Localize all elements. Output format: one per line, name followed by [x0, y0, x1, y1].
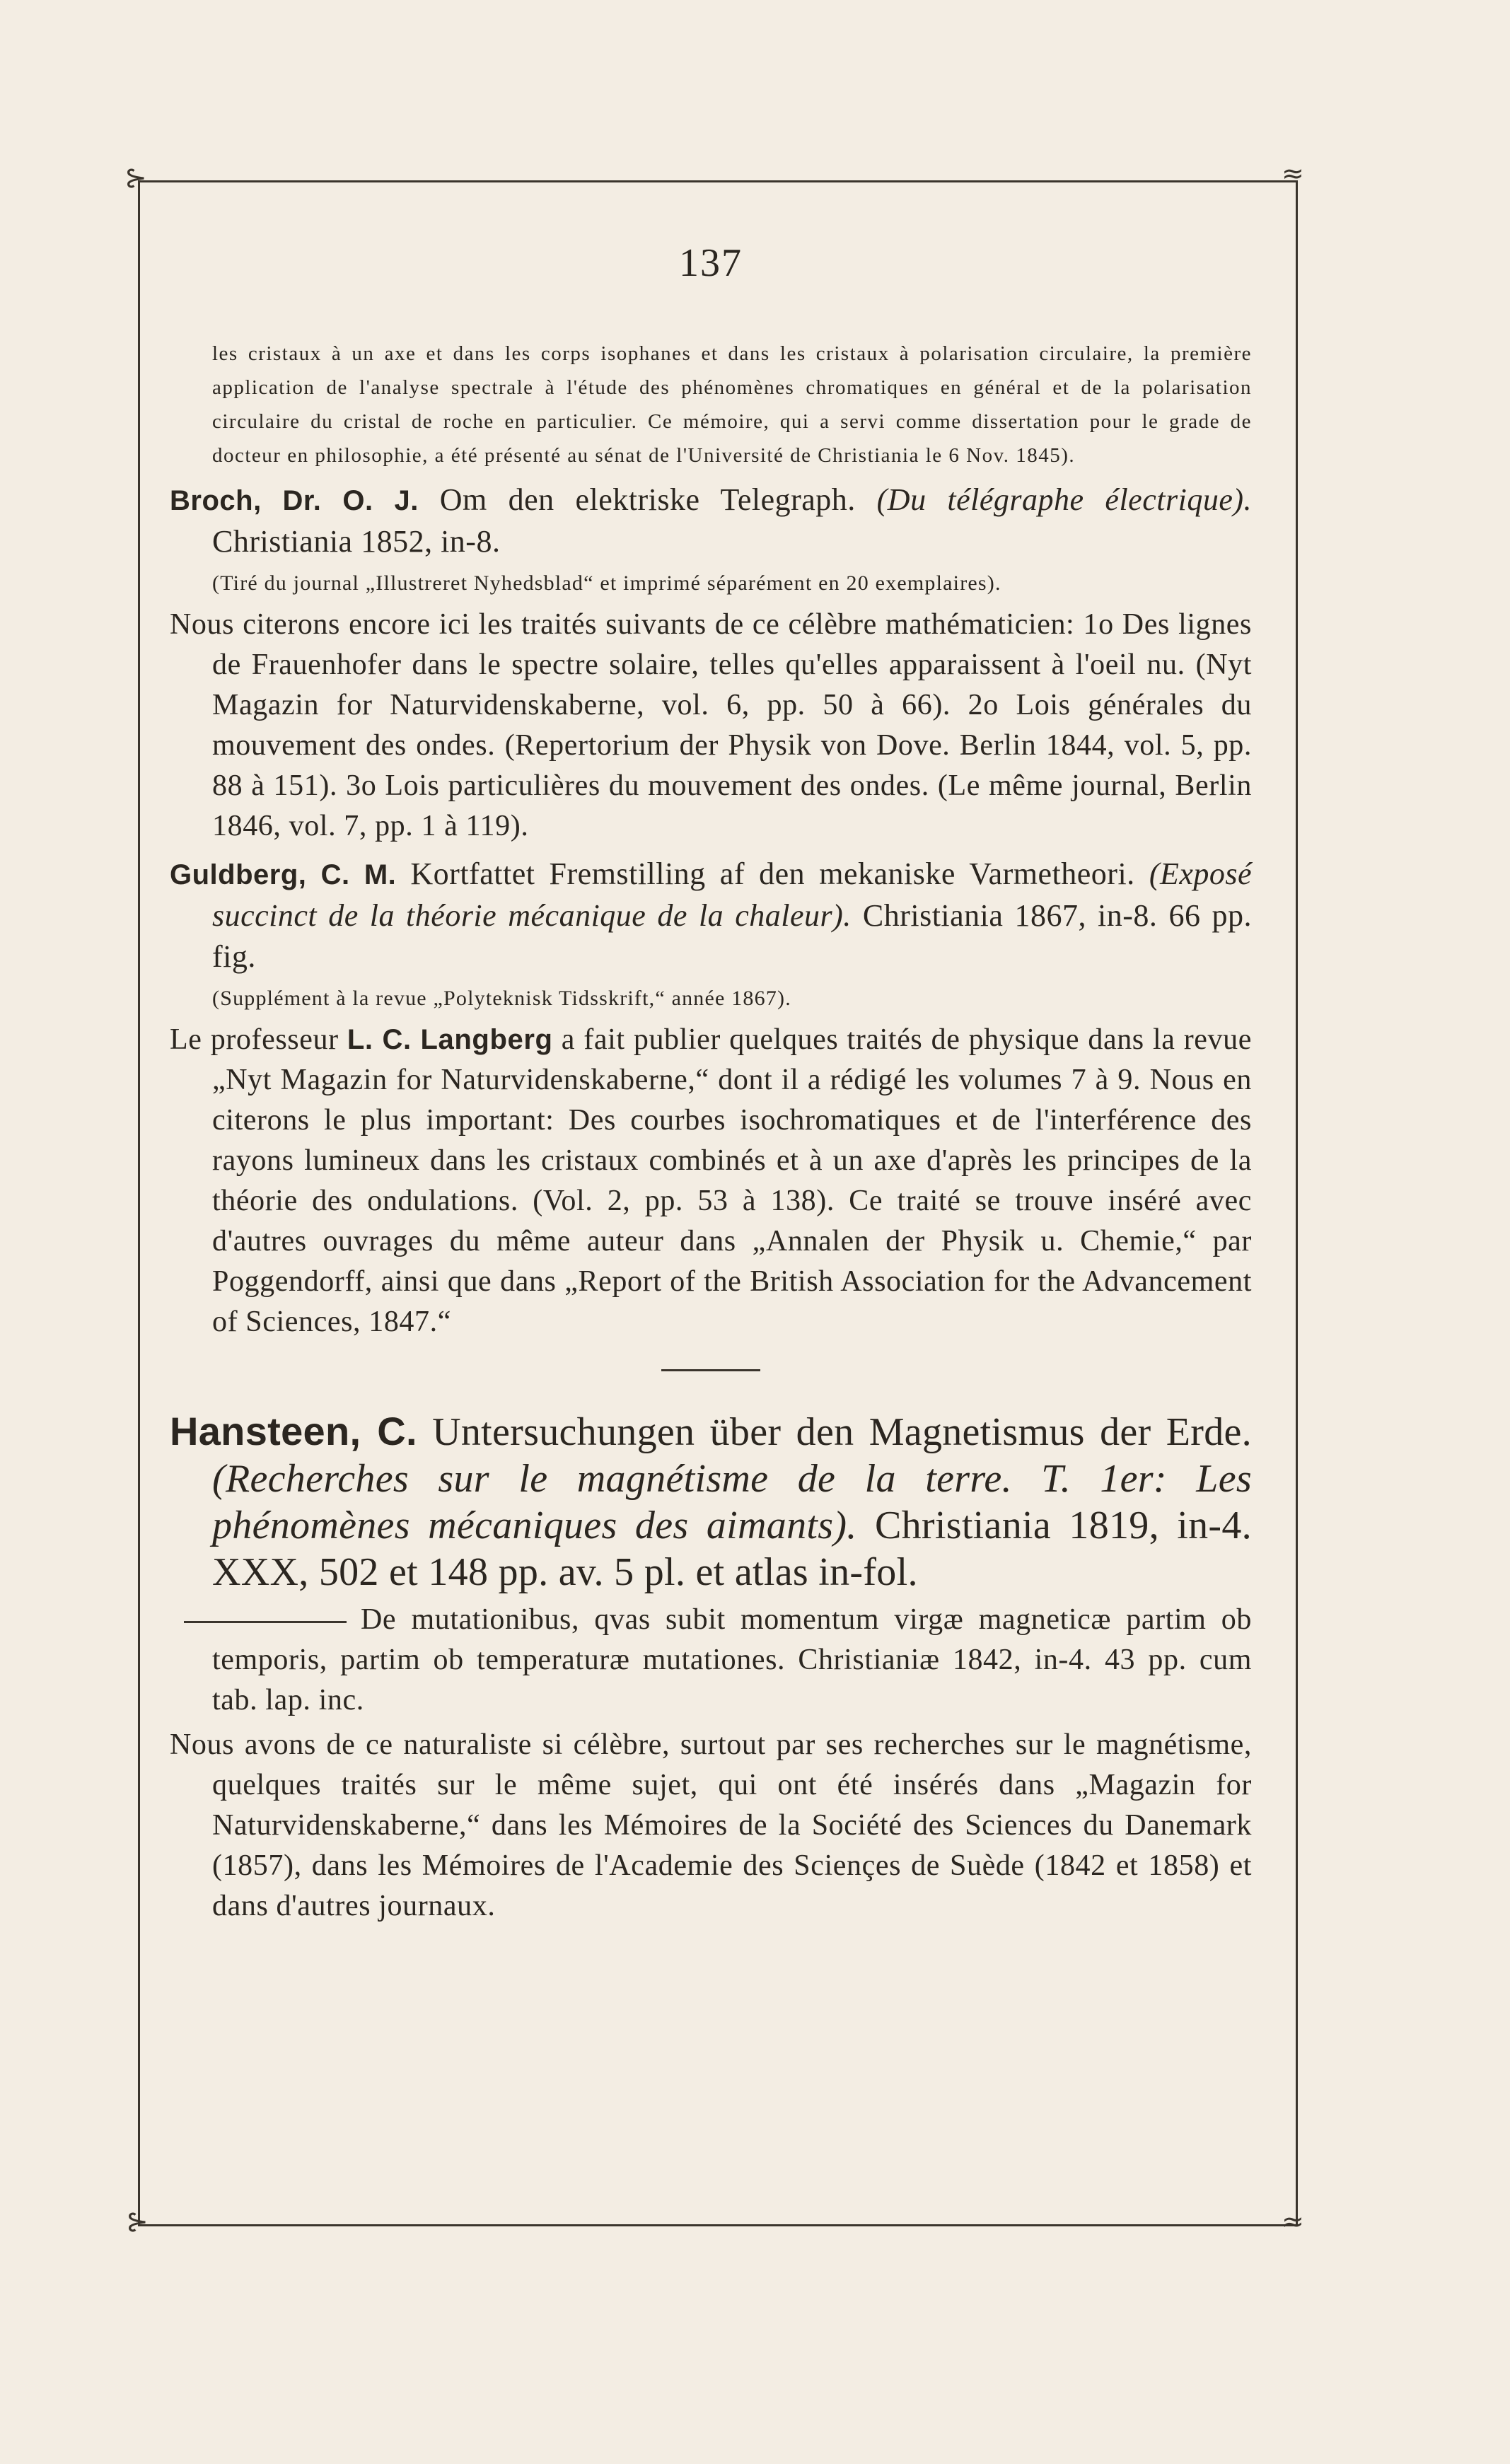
entry-second-work [170, 1600, 1252, 1721]
author-name: Hansteen, C. [170, 1409, 417, 1453]
entry-imprint: Christiania 1819, in-4. XXX, 502 et 148 pp. av. 5 pl. et atlas in-fol. [212, 1504, 1252, 1594]
entry-imprint: Christiania 1867, in-8. 66 pp. fig. [212, 898, 1253, 974]
author-initials: Dr. O. J. [282, 485, 419, 516]
author-name: Broch, [170, 485, 262, 516]
entry-broch [170, 480, 1252, 562]
author-name: Guldberg, C. M. [170, 859, 397, 890]
entry-note: (Tiré du journal „Illustreret Nyhedsblad“ et imprimé séparément en 20 exemplaires). [212, 571, 1001, 595]
entry-commentary [170, 1020, 1252, 1342]
author-name: L. C. Langberg [347, 1024, 553, 1055]
entry-translation: (Du télégraphe électrique). [876, 482, 1252, 517]
entry-note: (Supplément à la revue „Polyteknisk Tidsskrift,“ année 1867). [212, 987, 791, 1010]
entry-translation: (Exposé succinct de la théorie mécanique de la chaleur). [212, 856, 1253, 933]
entry-title: Kortfattet Fremstilling af den mekaniske Varmetheori. [410, 856, 1135, 891]
page-content [170, 240, 1252, 1927]
second-work-text: De mutationibus, qvas subit momentum virgæ magneticæ partim ob temporis, partim ob temperaturæ mutationes. Christianiæ 1842, in-4. 43 pp. cum tab. lap. inc. [212, 1603, 1252, 1716]
entry-imprint: Christiania 1852, in-8. [212, 524, 501, 559]
corner-ornament-bottom-left: ⊱ [126, 2206, 149, 2237]
page-number: 137 [679, 241, 743, 285]
corner-ornament-bottom-right: ≈ [1282, 2206, 1304, 2237]
intro-paragraph: les cristaux à un axe et dans les corps isophanes et dans les cristaux à polarisation circulaire, la première application de l'analyse spectrale à l'étude des phénomènes chromatiques en général et de la polarisation circulaire du cristal de roche en particulier. Ce mémoire, qui a servi comme dissertation pour le grade de docteur en philosophie, a été présenté au sénat de l'Université de Christiania le 6 Nov. 1845). [212, 342, 1252, 467]
corner-ornament-top-right: ≈ [1282, 158, 1304, 189]
commentary-text: a fait publier quelques traités de physique dans la revue „Nyt Magazin for Naturvidenskaberne,“ dont il a rédigé les volumes 7 à 9. Nous en citerons le plus important: Des courbes isochromatiques et de l'interférence des rayons lumineux dans les cristaux combinés et à un axe d'après les principes de la théorie des ondulations. (Vol. 2, pp. 53 à 138). Ce traité se trouve inséré avec d'autres ouvrages du même auteur dans „Annalen der Physik u. Chemie,“ par Poggendorff, ainsi que dans „Report of the British Association for the Advancement of Sciences, 1847.“ [212, 1023, 1252, 1338]
entry-guldberg [170, 854, 1252, 977]
entry-title: Om den elektriske Telegraph. [439, 482, 856, 517]
entry-commentary: Nous avons de ce naturaliste si célèbre, surtout par ses recherches sur le magnétisme, quelques traités sur le même sujet, qui ont été insérés dans „Magazin for Naturvidenskaberne,“ dans les Mémoires de la Société des Sciences du Danemark (1857), dans les Mémoires de l'Academie des Sciençes de Suède (1842 et 1858) et dans d'autres journaux. [170, 1728, 1252, 1922]
entry-hansteen [170, 1408, 1252, 1596]
ditto-dash [184, 1621, 347, 1623]
corner-ornament-top-left: ⊱ [124, 162, 147, 193]
entry-translation: (Recherches sur le magnétisme de la terre. T. 1er: Les phénomènes mécaniques des aimants). [212, 1457, 1252, 1547]
section-divider [661, 1369, 760, 1371]
entry-commentary: Nous citerons encore ici les traités suivants de ce célèbre mathématicien: 1o Des lignes de Frauenhofer dans le spectre solaire, telles qu'elles apparaissent à l'oeil nu. (Nyt Magazin for Naturvidenskaberne, vol. 6, pp. 50 à 66). 2o Lois générales du mouvement des ondes. (Repertorium der Physik von Dove. Berlin 1844, vol. 5, pp. 88 à 151). 3o Lois particulières du mouvement des ondes. (Le même journal, Berlin 1846, vol. 7, pp. 1 à 119). [170, 608, 1252, 842]
entry-title: Untersuchungen über den Magnetismus der Erde. [432, 1410, 1252, 1454]
commentary-lead: Le professeur [170, 1023, 339, 1056]
